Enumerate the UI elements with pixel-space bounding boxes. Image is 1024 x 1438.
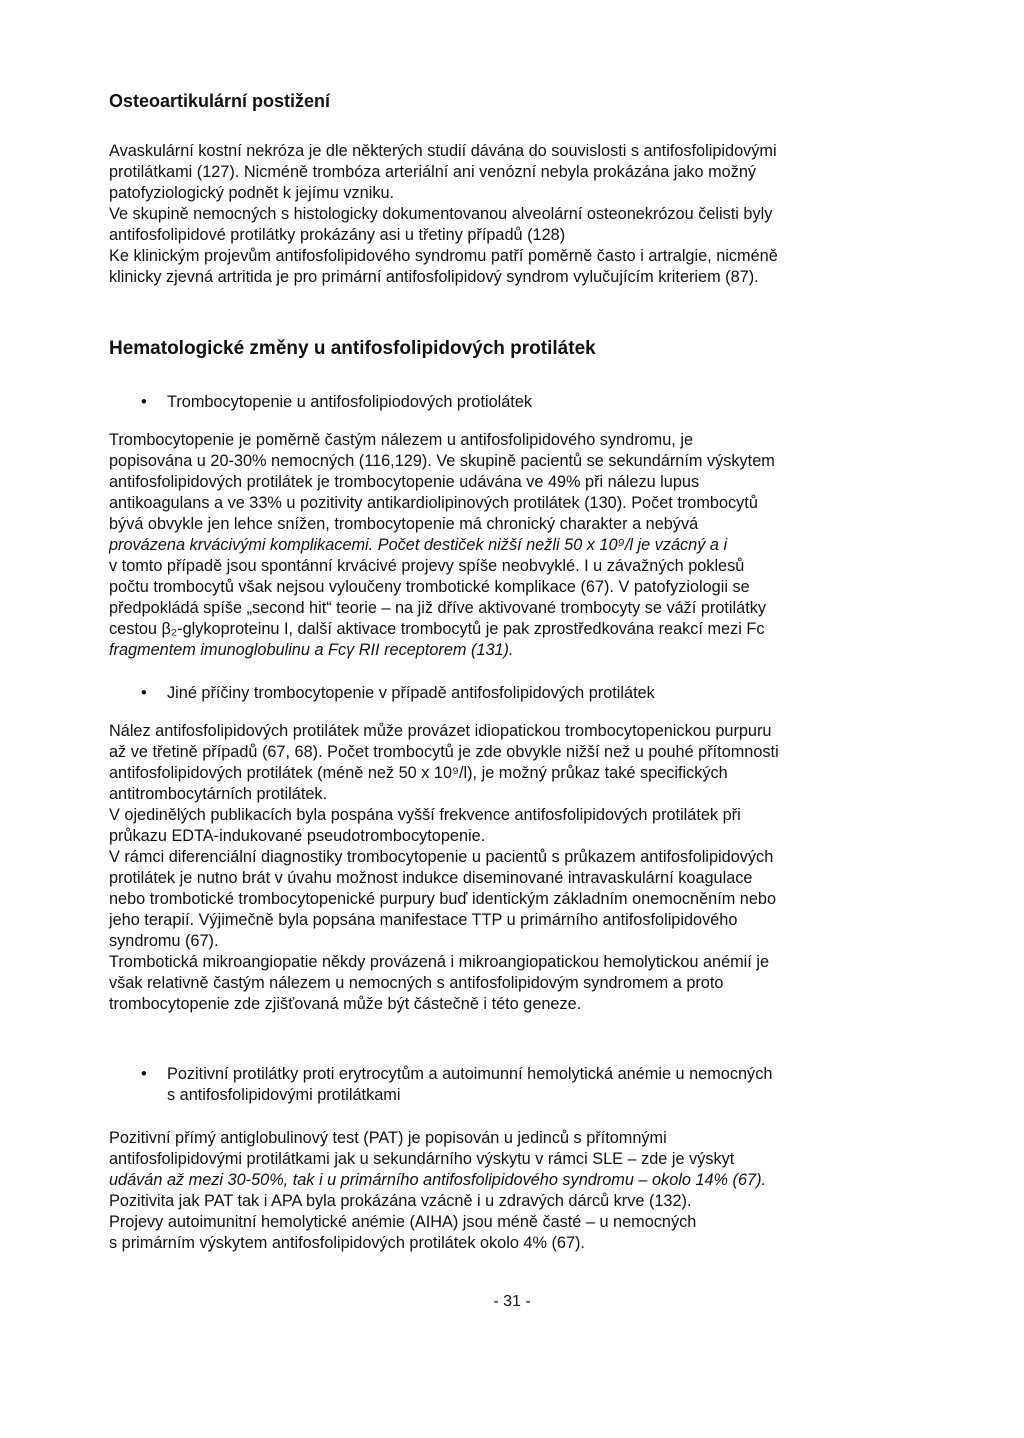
text-line: patofyziologický podnět k jejímu vzniku. [109,184,395,202]
text-line: antitrombocytárních protilátek. [109,785,328,803]
bullet-text: s antifosfolipidovými protilátkami [167,1086,401,1104]
text-line: antikoagulans a ve 33% u pozitivity antikardiolipinových protilátek (130). Počet trombocytů [109,494,758,512]
text-line: protilátek je nutno brát v úvahu možnost indukce diseminované intravaskulární koagulace [109,869,753,887]
text-line: antifosfolipidovými protilátkami jak u sekundárního výskytu v rámci SLE – zde je výskyt [109,1150,735,1168]
text-line: předpokládá spíše „second hit“ teorie – na již dříve aktivované trombocyty se váží protilátky [109,599,766,617]
text-line: Nález antifosfolipidových protilátek může provázet idiopatickou trombocytopenickou purpuru [109,722,772,740]
text-line: Trombocytopenie je poměrně častým nálezem u antifosfolipidového syndromu, je [109,431,694,449]
text-line: s primárním výskytem antifosfolipidových protilátek okolo 4% (67). [109,1234,585,1252]
bullet-text: Pozitivní protilátky proti erytrocytům a autoimunní hemolytická anémie u nemocných [167,1065,773,1083]
text-line: syndromu (67). [109,932,219,950]
text-line: antifosfolipidových protilátek je trombocytopenie udávána ve 49% při nálezu lupus [109,473,700,491]
text-line: trombocytopenie zde zjišťovaná může být částečně i této geneze. [109,995,582,1013]
paragraph-erythrocyte-antibodies [109,1128,869,1254]
text-line: nebo trombotické trombocytopenické purpury buď identickým základním onemocněním nebo [109,890,777,908]
text-line: Pozitivní přímý antiglobulinový test (PAT) je popisován u jedinců s přítomnými [109,1129,667,1147]
text-line: Ve skupině nemocných s histologicky dokumentovanou alveolární osteonekrózou čelisti byly [109,205,773,223]
bullet-item-erythrocyte-antibodies [109,1064,869,1106]
text-line: v tomto případě jsou spontánní krvácivé projevy spíše neobvyklé. I u závažných poklesů [109,557,745,575]
text-line: popisována u 20-30% nemocných (116,129). Ve skupině pacientů se sekundárním výskytem [109,452,775,470]
bullet-item-other-causes [109,683,869,704]
text-line: antifosfolipidové protilátky prokázány asi u třetiny případů (128) [109,226,566,244]
text-line: počtu trombocytů však nejsou vyloučeny trombotické komplikace (67). V patofyziologii se [109,578,750,596]
text-line: V ojedinělých publikacích byla pospána vyšší frekvence antifosfolipidových protilátek při [109,806,741,824]
bullet-icon: • [141,1065,147,1083]
text-line: Trombotická mikroangiopatie někdy provázená i mikroangiopatickou hemolytickou anémií je [109,953,770,971]
page-number: - 31 - [493,1293,531,1310]
text-line: Projevy autoimunitní hemolytické anémie (AIHA) jsou méně časté – u nemocných [109,1213,697,1231]
text-line: klinicky zjevná artritida je pro primární antifosfolipidový syndrom vylučujícím kriteriem (87). [109,268,759,286]
paragraph-osteoarticular [109,141,869,288]
text-line: udáván až mezi 30-50%, tak i u primárního antifosfolipidového syndromu – okolo 14% (67). [109,1171,767,1189]
text-line: Ke klinickým projevům antifosfolipidového syndromu patří poměrně často i artralgie, nicméně [109,247,778,265]
paragraph-other-causes [109,721,869,1015]
text-line: V rámci diferenciální diagnostiky trombocytopenie u pacientů s průkazem antifosfolipidových [109,848,774,866]
text-line: Avaskulární kostní nekróza je dle některých studií dávána do souvislosti s antifosfolipidovými [109,142,777,160]
paragraph-thrombocytopenia [109,430,869,661]
text-line: fragmentem imunoglobulinu a Fcγ RII receptorem (131). [109,641,514,659]
text-line: protilátkami (127). Nicméně trombóza arteriální ani venózní nebyla prokázána jako možný [109,163,757,181]
bullet-icon: • [141,393,147,411]
section-title-hematologic: Hematologické změny u antifosfolipidových protilátek [109,338,596,359]
section-title-osteoarticular: Osteoartikulární postižení [109,91,331,111]
bullet-text: Trombocytopenie u antifosfolipiodových protiolátek [167,393,533,411]
text-line: antifosfolipidových protilátek (méně než 50 x 10⁹/l), je možný průkaz také specifických [109,764,728,782]
text-line: průkazu EDTA-indukované pseudotrombocytopenie. [109,827,486,845]
text-line: jeho terapií. Výjimečně byla popsána manifestace TTP u primárního antifosfolipidového [109,911,738,929]
bullet-text: Jiné příčiny trombocytopenie v případě antifosfolipidových protilátek [167,684,655,702]
bullet-item-thrombocytopenia [109,392,869,413]
text-line: však relativně častým nálezem u nemocných s antifosfolipidovým syndromem a proto [109,974,724,992]
text-line: Pozitivita jak PAT tak i APA byla prokázána vzácně i u zdravých dárců krve (132). [109,1192,692,1210]
document-page [109,90,869,1254]
text-line: bývá obvykle jen lehce snížen, trombocytopenie má chronický charakter a nebývá [109,515,699,533]
text-line: provázena krvácivými komplikacemi. Počet destiček nižší nežli 50 x 10⁹/l je vzácný a i [109,536,728,554]
text-line: až ve třetině případů (67, 68). Počet trombocytů je zde obvykle nižší než u pouhé přítomnosti [109,743,779,761]
text-line: cestou β₂-glykoproteinu I, další aktivace trombocytů je pak zprostředkována reakcí mezi Fc [109,620,765,638]
bullet-icon: • [141,684,147,702]
